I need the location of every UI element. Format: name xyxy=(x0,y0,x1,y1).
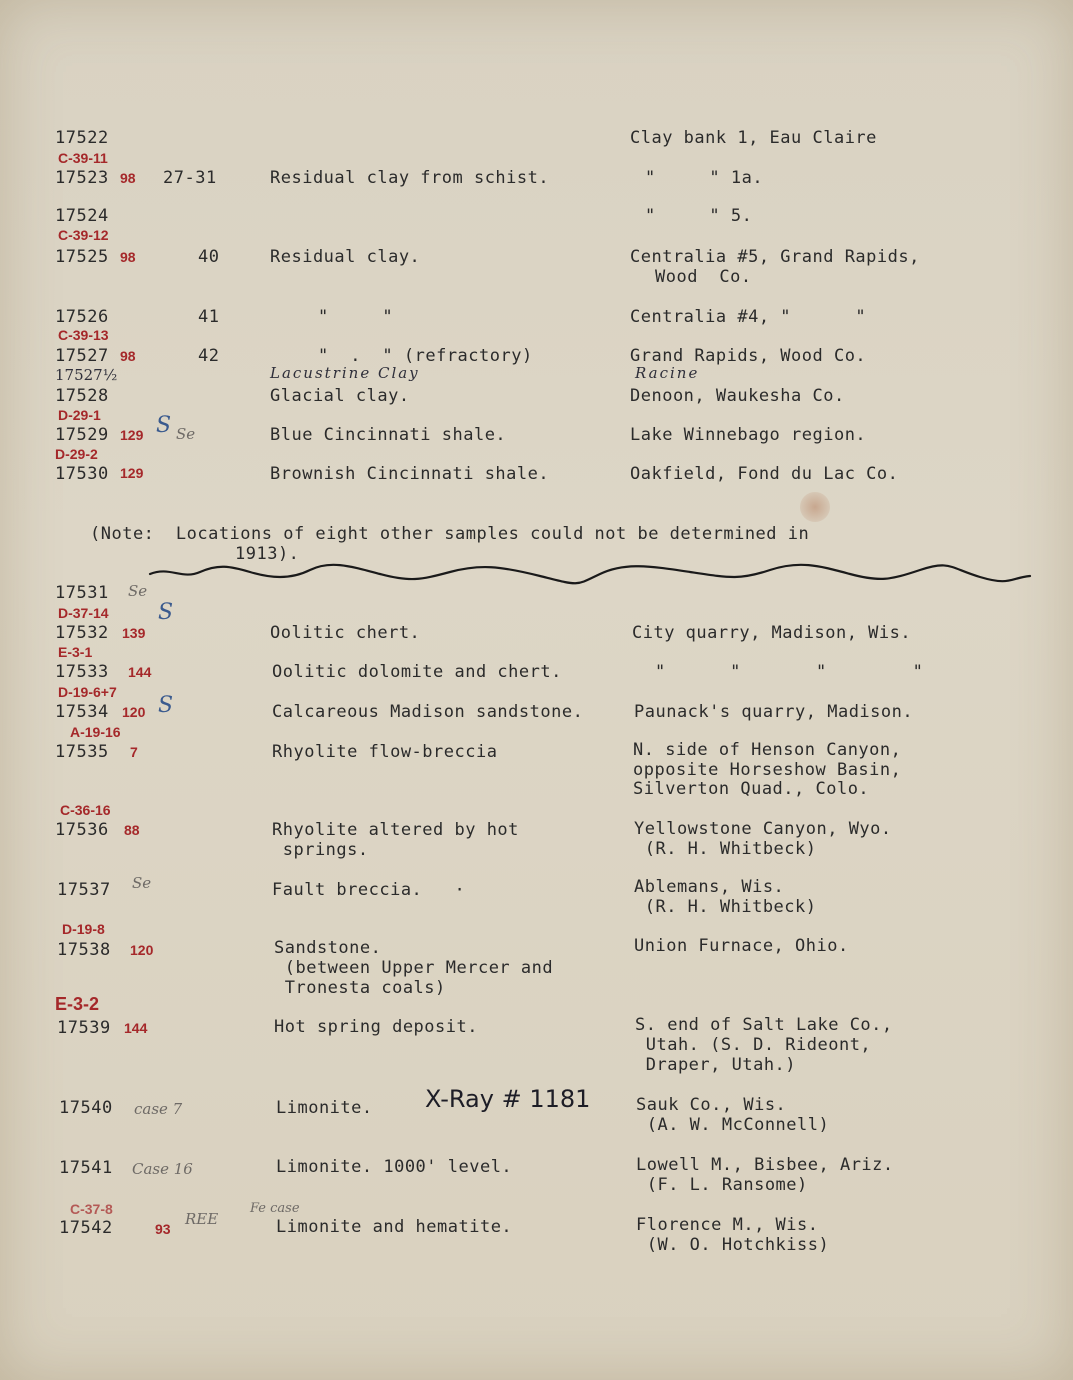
catalog-tag: A-19-16 xyxy=(70,724,121,740)
sample-location: Paunack's quarry, Madison. xyxy=(634,702,914,722)
note-text-line2: 1913). xyxy=(235,544,300,564)
sample-location: Lowell M., Bisbee, Ariz. xyxy=(636,1155,894,1175)
sample-description: Oolitic chert. xyxy=(270,623,421,643)
sample-description: Fault breccia. · xyxy=(272,880,466,900)
sample-description: Rhyolite flow-breccia xyxy=(272,742,498,762)
sample-description: Calcareous Madison sandstone. xyxy=(272,702,584,722)
catalog-tag: D-29-1 xyxy=(58,407,101,423)
sample-location: Oakfield, Fond du Lac Co. xyxy=(630,464,899,484)
sample-number: 17532 xyxy=(55,623,109,643)
catalog-mark: 144 xyxy=(128,664,152,680)
sample-location-line3: Draper, Utah.) xyxy=(635,1055,797,1075)
catalog-tag: D-37-14 xyxy=(58,605,109,621)
sample-description: Sandstone. xyxy=(274,938,382,958)
catalog-mark: 7 xyxy=(130,744,138,760)
catalog-tag: C-39-11 xyxy=(58,150,108,166)
sample-location: S. end of Salt Lake Co., xyxy=(635,1015,893,1035)
annotation: Fe case xyxy=(250,1201,300,1216)
sample-description: Limonite and hematite. xyxy=(276,1217,513,1237)
sample-location: Grand Rapids, Wood Co. xyxy=(630,346,867,366)
sample-location-line2: (W. O. Hotchkiss) xyxy=(636,1235,830,1255)
catalog-mark: 98 xyxy=(120,348,136,364)
sample-location: Florence M., Wis. xyxy=(636,1215,819,1235)
catalog-tag: D-29-2 xyxy=(55,446,98,462)
catalog-tag: C-36-16 xyxy=(60,802,111,818)
sample-description: Blue Cincinnati shale. xyxy=(270,425,507,445)
reference-number: 42 xyxy=(198,346,220,366)
sample-number: 17524 xyxy=(55,206,109,226)
sample-number: 17536 xyxy=(55,820,109,840)
catalog-mark: 129 xyxy=(120,427,144,443)
sample-number: 17534 xyxy=(55,702,109,722)
sample-location: Lake Winnebago region. xyxy=(630,425,867,445)
sample-number: 17542 xyxy=(59,1218,113,1238)
sample-number: 17535 xyxy=(55,742,109,762)
sample-location-line3: Silverton Quad., Colo. xyxy=(633,779,870,799)
catalog-mark: 120 xyxy=(122,704,146,720)
sample-description: Glacial clay. xyxy=(270,386,410,406)
stamp-letter: S xyxy=(158,600,174,625)
sample-location: N. side of Henson Canyon, xyxy=(633,740,902,760)
sample-number: 17526 xyxy=(55,307,109,327)
sample-number: 17538 xyxy=(57,940,111,960)
sample-number: 17525 xyxy=(55,247,109,267)
catalog-mark: 139 xyxy=(122,625,146,641)
xray-annotation: X-Ray # 1181 xyxy=(425,1085,591,1113)
sample-number: 17522 xyxy=(55,128,109,148)
sample-location-line2: (A. W. McConnell) xyxy=(636,1115,830,1135)
annotation: Se xyxy=(176,425,196,443)
sample-number: 17528 xyxy=(55,386,109,406)
sample-description: Brownish Cincinnati shale. xyxy=(270,464,550,484)
catalog-tag: E-3-2 xyxy=(55,994,100,1014)
sample-number: 17541 xyxy=(59,1158,113,1178)
catalog-mark: 129 xyxy=(120,465,144,481)
annotation: Case 16 xyxy=(132,1160,193,1178)
sample-location-line2: Wood Co. xyxy=(655,267,752,287)
sample-description: Residual clay from schist. xyxy=(270,168,550,188)
reference-number: 40 xyxy=(198,247,220,267)
catalog-mark: 88 xyxy=(124,822,140,838)
catalog-tag: E-3-1 xyxy=(58,644,93,660)
catalog-tag: D-19-8 xyxy=(62,921,105,937)
catalog-mark: 93 xyxy=(155,1221,171,1237)
sample-location: Centralia #4, " " xyxy=(630,307,867,327)
sample-location: " " 1a. xyxy=(645,168,764,188)
sample-location: Ablemans, Wis. xyxy=(634,877,785,897)
stamp-letter: S xyxy=(156,413,172,438)
sample-location-line2: (R. H. Whitbeck) xyxy=(634,897,817,917)
annotation: Se xyxy=(132,874,152,892)
sample-location: Centralia #5, Grand Rapids, xyxy=(630,247,920,267)
sample-location-line2: opposite Horseshow Basin, xyxy=(633,760,902,780)
sample-location-line2: Utah. (S. D. Rideont, xyxy=(635,1035,872,1055)
sample-description-line2: springs. xyxy=(272,840,369,860)
catalog-tag: D-19-6+7 xyxy=(58,684,117,700)
sample-description: " . " (refractory) xyxy=(318,346,533,366)
sample-location: Sauk Co., Wis. xyxy=(636,1095,787,1115)
sample-description: Hot spring deposit. xyxy=(274,1017,478,1037)
sample-number-handwritten: 17527½ xyxy=(55,366,118,384)
sample-description: Rhyolite altered by hot xyxy=(272,820,519,840)
sample-location: Denoon, Waukesha Co. xyxy=(630,386,845,406)
catalog-tag: C-39-12 xyxy=(58,227,109,243)
annotation: Se xyxy=(128,582,148,600)
reference-number: 41 xyxy=(198,307,220,327)
sample-description: Residual clay. xyxy=(270,247,421,267)
sample-number: 17530 xyxy=(55,464,109,484)
sample-number: 17529 xyxy=(55,425,109,445)
sample-location-line2: (F. L. Ransome) xyxy=(636,1175,808,1195)
sample-description-line3: Tronesta coals) xyxy=(274,978,446,998)
sample-number: 17537 xyxy=(57,880,111,900)
annotation: REE xyxy=(185,1210,219,1228)
sample-description: " " xyxy=(318,307,394,327)
sample-location: Clay bank 1, Eau Claire xyxy=(630,128,877,148)
sample-location: Union Furnace, Ohio. xyxy=(634,936,849,956)
sample-number: 17533 xyxy=(55,662,109,682)
catalog-tag: C-39-13 xyxy=(58,327,109,343)
sample-number: 17539 xyxy=(57,1018,111,1038)
reference-number: 27-31 xyxy=(163,168,217,188)
sample-description: Limonite. xyxy=(276,1098,373,1118)
sample-location-handwritten: Racine xyxy=(635,364,700,382)
sample-number: 17540 xyxy=(59,1098,113,1118)
sample-location: " " 5. xyxy=(645,206,753,226)
sample-number: 17527 xyxy=(55,346,109,366)
stamp-letter: S xyxy=(158,693,174,718)
sample-location: City quarry, Madison, Wis. xyxy=(632,623,912,643)
catalog-mark: 98 xyxy=(120,249,136,265)
catalog-mark: 144 xyxy=(124,1020,148,1036)
sample-number: 17523 xyxy=(55,168,109,188)
annotation: case 7 xyxy=(134,1100,183,1118)
catalog-mark: 98 xyxy=(120,170,136,186)
sample-description: Oolitic dolomite and chert. xyxy=(272,662,562,682)
note-text: (Note: Locations of eight other samples could not be determined in xyxy=(90,524,810,544)
sample-description: Limonite. 1000' level. xyxy=(276,1157,513,1177)
sample-number: 17531 xyxy=(55,583,109,603)
sample-location: Yellowstone Canyon, Wyo. xyxy=(634,819,892,839)
catalog-mark: 120 xyxy=(130,942,154,958)
sample-location-line2: (R. H. Whitbeck) xyxy=(634,839,817,859)
sample-location: " " " " xyxy=(655,662,924,682)
sample-description-handwritten: Lacustrine Clay xyxy=(270,364,420,382)
sample-description-line2: (between Upper Mercer and xyxy=(274,958,554,978)
catalog-tag: C-37-8 xyxy=(70,1201,113,1217)
